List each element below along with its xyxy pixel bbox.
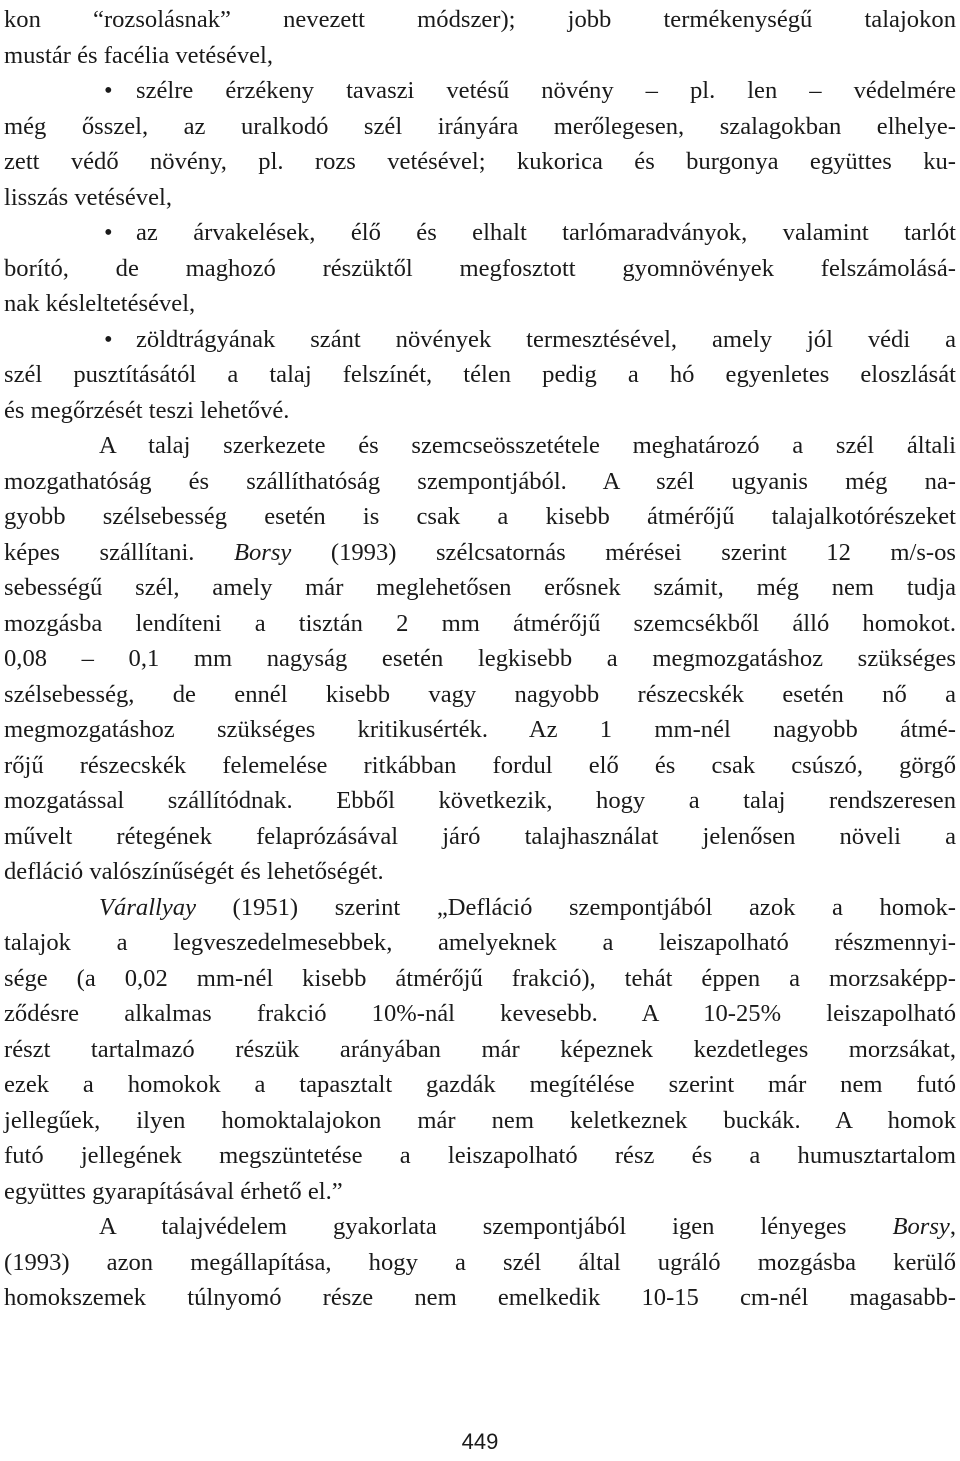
text-line: defláció valószínűségét és lehetőségét. [4,858,384,885]
author-name: Borsy [233,538,292,566]
text-segment: A talajvédelem gyakorlata szempontjából igen lényeges [99,1213,893,1240]
text-line: gyobb szélsebesség esetén is csak a kisebb átmérőjű talajalkotórészeket [4,503,956,530]
text-line: megmozgatáshoz szükséges kritikusérték. Az 1 mm-nél nagyobb átmé- [4,716,956,743]
text-segment: (1951) szerint „Defláció szempontjából azok a homok- [195,893,956,921]
text-line: sebességű szél, amely már meglehetősen erősnek számit, még nem tudja [4,574,956,601]
text-segment: , [949,1213,956,1240]
bullet-line: • az árvakelések, élő és elhalt tarlómaradványok, valamint tarlót [4,215,956,251]
text-line: ződésre alkalmas frakció 10%-nál kevesebb. A 10-25% leiszapolható [4,1000,956,1027]
text-line: együttes gyarapításával érhető el.” [4,1177,343,1205]
bullet-line: • szélre érzékeny tavaszi vetésű növény – pl. len – védelmére [4,73,956,109]
text-line: sége (a 0,02 mm-nél kisebb átmérőjű frakció), tehát éppen a morzsaképp- [4,964,956,992]
text-line: szélsebesség, de ennél kisebb vagy nagyobb részecskék esetén nő a [4,680,956,708]
text-line: zett védő növény, pl. rozs vetésével; kukorica és burgonya együttes ku- [4,148,956,175]
text-line: szél pusztításától a talaj felszínét, télen pedig a hó egyenletes eloszlását [4,361,956,388]
text-line: borító, de maghozó részüktől megfosztott gyomnövények felszámolásá- [4,254,956,282]
text-line: kon “rozsolásnak” nevezett módszer); jobb termékenységű talajokon [4,6,956,33]
paragraph-first-line [4,1209,956,1245]
text-line [4,535,956,571]
page-body [4,2,956,1316]
text-line: lisszás vetésével, [4,183,173,211]
author-name: Várallyay [99,893,196,921]
text-segment: képes szállítani. [4,538,234,566]
text-line: homokszemek túlnyomó része nem emelkedik 10-15 cm-nél magasabb- [4,1284,956,1311]
text-line: mozgathatóság és szállíthatóság szempontjából. A szél ugyanis még na- [4,467,956,495]
text-line: részt tartalmazó részük arányában már képeznek kezdetleges morzsákat, [4,1035,956,1063]
text-line: talajok a legveszedelmesebbek, amelyeknek a leiszapolható részmennyi- [4,929,956,956]
text-line: rőjű részecskék felemelése ritkábban fordul elő és csak csúszó, görgő [4,751,956,779]
text-line: mozgásba lendíteni a tisztán 2 mm átmérőjű szemcsékből álló homokot. [4,609,956,637]
text-line: (1993) azon megállapítása, hogy a szél által ugráló mozgásba kerülő [4,1248,956,1276]
text-segment: (1993) szélcsatornás mérései szerint 12 m/s-os [291,538,956,566]
text-line: művelt rétegének felaprózásával járó talajhasználat jelenősen növeli a [4,822,956,850]
paragraph-first-line [4,890,956,926]
page-number: 449 [461,1429,499,1454]
text-line: jellegűek, ilyen homoktalajokon már nem keletkeznek buckák. A homok [4,1106,956,1134]
bullet-line: • zöldtrágyának szánt növények termesztésével, amely jól védi a [4,322,956,358]
text-line: és megőrzését teszi lehetővé. [4,396,290,424]
text-line: futó jellegének megszüntetése a leiszapolható rész és a humusztartalom [4,1142,956,1169]
text-line: nak késleltetésével, [4,290,196,317]
text-line: mustár és facélia vetésével, [4,41,274,69]
text-line: ezek a homokok a tapasztalt gazdák megítélése szerint már nem futó [4,1071,956,1098]
text-line: mozgatással szállítódnak. Ebből következik, hogy a talaj rendszeresen [4,787,956,814]
author-name: Borsy [892,1213,950,1240]
text-line: 0,08 – 0,1 mm nagyság esetén legkisebb a megmozgatáshoz szükséges [4,645,956,672]
text-line: még ősszel, az uralkodó szél irányára merőlegesen, szalagokban elhelye- [4,112,956,140]
paragraph-first-line: A talaj szerkezete és szemcseösszetétele meghatározó a szél általi [99,432,956,459]
